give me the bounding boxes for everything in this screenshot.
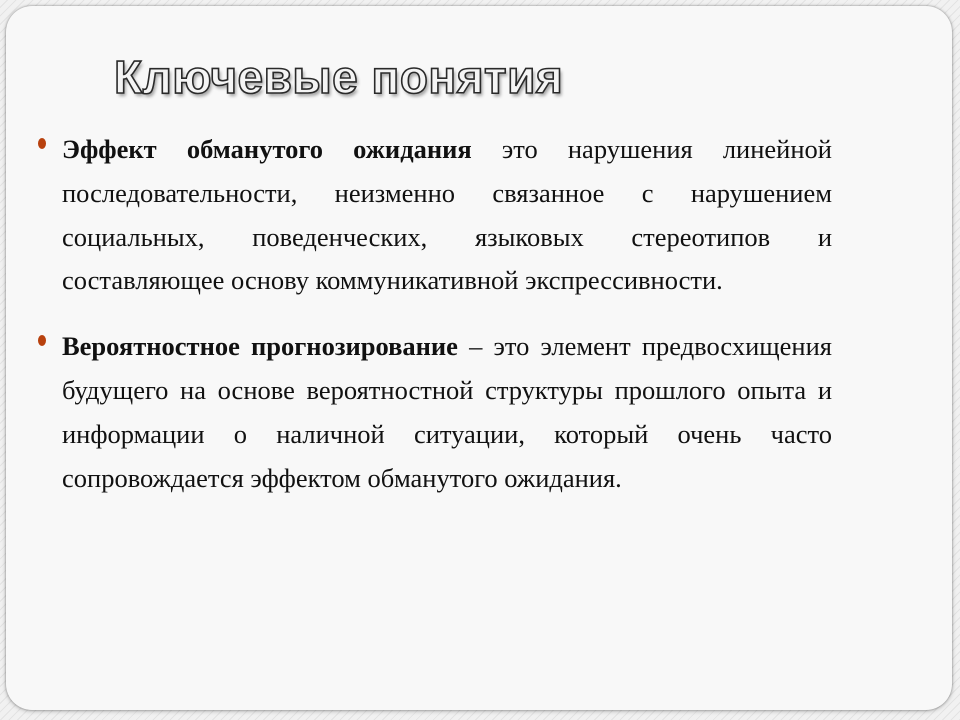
bullet-item-2: [34, 325, 832, 500]
bullet-dot-icon: [38, 138, 46, 149]
bullet-dot-icon: [38, 335, 46, 346]
bullet-definition: это нарушения линейной последовательности, неизменно связанное с нарушением социальных, поведенческих, языковых стереотипов и составляющее основу коммуникативной экспрессивности.: [62, 134, 832, 296]
slide-panel: [6, 6, 952, 710]
bullet-text: [62, 128, 832, 303]
bullet-definition: – это элемент предвосхищения будущего на основе вероятностной структуры прошлого опыта и информации о наличной ситуации, который очень часто сопровождается эффектом обманутого ожидания.: [62, 331, 832, 493]
slide-title: Ключевые понятия: [114, 51, 564, 103]
bullet-text: [62, 325, 832, 500]
bullet-item-1: [34, 128, 832, 303]
bullet-term: Вероятностное прогнозирование: [62, 331, 458, 362]
bullet-list: [34, 128, 832, 522]
bullet-term: Эффект обманутого ожидания: [62, 134, 472, 164]
